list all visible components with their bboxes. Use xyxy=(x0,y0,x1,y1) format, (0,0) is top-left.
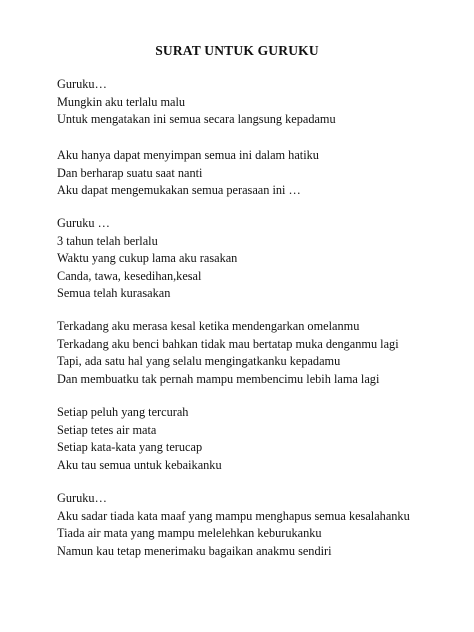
poem-line: Mungkin aku terlalu malu xyxy=(57,94,186,109)
poem-line: Terkadang aku merasa kesal ketika mendengarkan omelanmu xyxy=(57,319,360,333)
stanza-3 xyxy=(57,215,457,303)
poem-line: Aku tau semua untuk kebaikanku xyxy=(57,457,222,472)
stanza-5 xyxy=(57,404,457,474)
poem-line: Aku hanya dapat menyimpan semua ini dalam hatiku xyxy=(57,148,319,162)
poem-line: Aku dapat mengemukakan semua perasaan ini … xyxy=(57,183,301,198)
poem-line: Setiap peluh yang tercurah xyxy=(57,405,189,419)
poem-line: Terkadang aku benci bahkan tidak mau bertatap muka denganmu lagi xyxy=(57,336,399,351)
poem-line: Semua telah kurasakan xyxy=(57,286,171,301)
poem-line: Tapi, ada satu hal yang selalu mengingatkanku kepadamu xyxy=(57,354,341,369)
stanza-4 xyxy=(57,318,457,388)
stanza-6 xyxy=(57,490,457,560)
poem-line: Canda, tawa, kesedihan,kesal xyxy=(57,268,202,283)
poem-line: Namun kau tetap menerimaku bagaikan anakmu sendiri xyxy=(57,543,332,558)
poem-line: Guruku … xyxy=(57,216,110,230)
poem-line: Setiap kata-kata yang terucap xyxy=(57,440,203,455)
poem-line: Guruku… xyxy=(57,491,107,505)
poem-line: Aku sadar tiada kata maaf yang mampu menghapus semua kesalahanku xyxy=(57,508,410,523)
stanza-1 xyxy=(57,76,457,129)
poem-line: 3 tahun telah berlalu xyxy=(57,233,158,248)
stanza-2 xyxy=(57,147,457,200)
document-title: SURAT UNTUK GURUKU xyxy=(155,43,319,58)
poem-line: Dan membuatku tak pernah mampu membencimu lebih lama lagi xyxy=(57,371,380,386)
poem-line: Tiada air mata yang mampu melelehkan keburukanku xyxy=(57,526,322,541)
poem-line: Guruku… xyxy=(57,77,107,91)
poem-line: Dan berharap suatu saat nanti xyxy=(57,165,203,180)
poem-line: Waktu yang cukup lama aku rasakan xyxy=(57,251,238,266)
poem-line: Untuk mengatakan ini semua secara langsung kepadamu xyxy=(57,112,336,127)
poem-line: Setiap tetes air mata xyxy=(57,422,157,437)
